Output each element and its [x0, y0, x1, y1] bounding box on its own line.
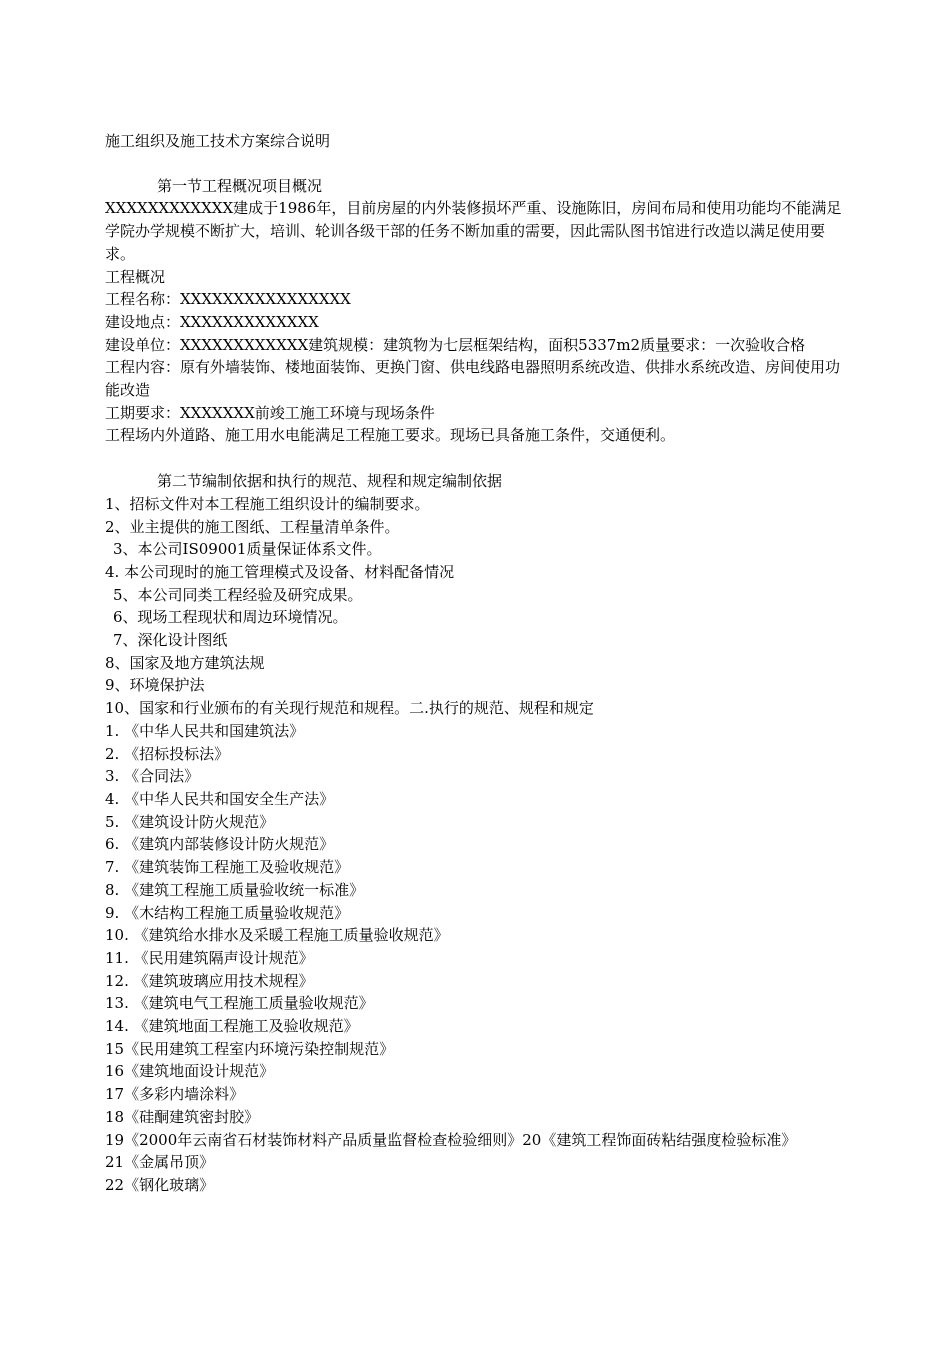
section-1-heading: 第一节工程概况项目概况	[157, 176, 323, 195]
code-item: 13. 《建筑电气工程施工质量验收规范》	[105, 994, 374, 1013]
section-2-heading: 第二节编制依据和执行的规范、规程和规定编制依据	[157, 472, 503, 491]
code-item: 8. 《建筑工程施工质量验收统一标准》	[105, 880, 365, 899]
project-intro: XXXXXXXXXXXX建成于1986年，目前房屋的内外装修损坏严重、设施陈旧，房间布局和使用功能均不能满足学院办学规模不断扩大，培训、轮训各级干部的任务不断加重的需要，因此需队图书馆进行改造以满足使用要求。	[105, 199, 842, 263]
code-item: 11. 《民用建筑隔声设计规范》	[105, 948, 314, 967]
project-site: 建设地点：XXXXXXXXXXXXX	[105, 312, 319, 331]
basis-item: 8、国家及地方建筑法规	[105, 653, 265, 672]
basis-item: 10、国家和行业颁布的有关现行规范和规程。二.执行的规范、规程和规定	[105, 699, 594, 718]
basis-item: 5、本公司同类工程经验及研究成果。	[113, 585, 363, 604]
code-item: 22《钢化玻璃》	[105, 1175, 215, 1194]
overview-label: 工程概况	[105, 267, 166, 286]
site-conditions: 工程场内外道路、施工用水电能满足工程施工要求。现场已具备施工条件，交通便利。	[105, 426, 676, 445]
code-item: 14. 《建筑地面工程施工及验收规范》	[105, 1017, 359, 1036]
project-name: 工程名称：XXXXXXXXXXXXXXXX	[105, 290, 351, 309]
code-item: 2. 《招标投标法》	[105, 744, 230, 763]
basis-item: 3、本公司IS09001质量保证体系文件。	[113, 540, 382, 559]
basis-item: 7、深化设计图纸	[113, 631, 228, 650]
basis-item: 1、招标文件对本工程施工组织设计的编制要求。	[105, 494, 430, 513]
code-item: 21《金属吊顶》	[105, 1153, 215, 1172]
code-item: 16《建筑地面设计规范》	[105, 1062, 275, 1081]
document-title: 施工组织及施工技术方案综合说明	[105, 132, 331, 150]
basis-item: 9、环境保护法	[105, 676, 205, 695]
code-item: 7. 《建筑装饰工程施工及验收规范》	[105, 858, 350, 877]
project-unit: 建设单位：XXXXXXXXXXXX建筑规模：建筑物为七层框架结构，面积5337m2质量要求：一次验收合格	[105, 335, 806, 354]
document-body	[105, 130, 850, 1197]
code-item: 4. 《中华人民共和国安全生产法》	[105, 789, 335, 808]
code-item: 1. 《中华人民共和国建筑法》	[105, 721, 305, 740]
code-item: 18《硅酮建筑密封胶》	[105, 1107, 260, 1126]
project-contents: 工程内容：原有外墙装饰、楼地面装饰、更换门窗、供电线路电器照明系统改造、供排水系统改造、房间使用功能改造	[105, 358, 841, 400]
project-period: 工期要求：XXXXXXX前竣工施工环境与现场条件	[105, 403, 435, 422]
code-item: 10. 《建筑给水排水及采暖工程施工质量验收规范》	[105, 926, 449, 945]
code-item: 12. 《建筑玻璃应用技术规程》	[105, 971, 314, 990]
code-item-19-20: 19《2000年云南省石材装饰材料产品质量监督检查检验细则》20《建筑工程饰面砖粘结强度检验标准》	[105, 1130, 797, 1149]
code-item: 5. 《建筑设计防火规范》	[105, 812, 275, 831]
code-item: 15《民用建筑工程室内环境污染控制规范》	[105, 1039, 395, 1058]
code-item: 3. 《合同法》	[105, 767, 200, 786]
code-item: 9. 《木结构工程施工质量验收规范》	[105, 903, 350, 922]
basis-item: 6、现场工程现状和周边环境情况。	[113, 608, 348, 627]
code-item: 6. 《建筑内部装修设计防火规范》	[105, 835, 335, 854]
basis-item: 4. 本公司现时的施工管理模式及设备、材料配备情况	[105, 562, 455, 581]
code-item: 17《多彩内墙涂料》	[105, 1085, 245, 1104]
basis-item: 2、业主提供的施工图纸、工程量清单条件。	[105, 517, 400, 536]
